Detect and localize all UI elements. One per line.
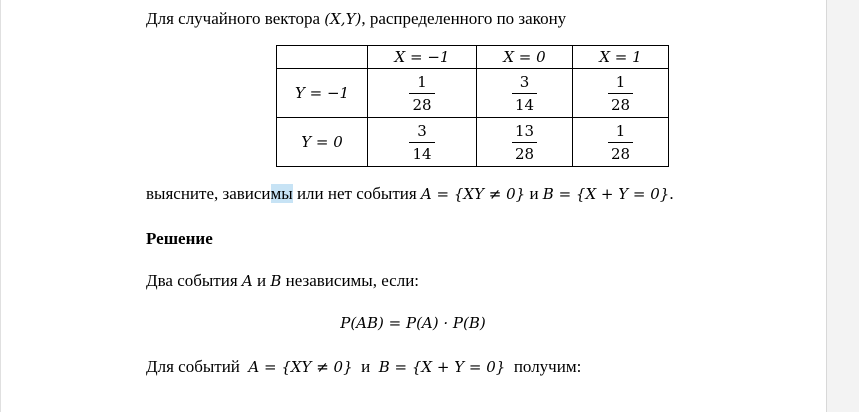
fraction-numerator: 3 <box>417 121 427 140</box>
col-header-x-0: X = 0 <box>477 46 573 69</box>
row-header-y-minus-1: Y = −1 <box>277 69 368 118</box>
col-header-x-1: X = 1 <box>573 46 669 69</box>
fraction <box>512 122 537 163</box>
independence-and: и <box>252 271 271 290</box>
question-text-1: выясните, зависи <box>146 184 271 203</box>
events-and: и <box>352 357 379 376</box>
table-cell <box>477 118 573 167</box>
col-header-x-minus-1: X = −1 <box>368 46 477 69</box>
fraction <box>608 73 633 114</box>
fraction-denominator: 28 <box>409 93 434 114</box>
fraction <box>512 73 537 114</box>
fraction-denominator: 28 <box>512 142 537 163</box>
vector-notation: (X,Y) <box>324 10 362 28</box>
table-row <box>277 69 669 118</box>
distribution-table <box>276 45 669 167</box>
table-cell <box>368 69 477 118</box>
fraction-numerator: 3 <box>519 72 530 91</box>
table-cell <box>477 69 573 118</box>
table-corner-cell <box>277 46 368 69</box>
event-a-symbol: A <box>241 272 253 290</box>
table-cell <box>573 69 669 118</box>
solution-heading: Решение <box>146 229 213 248</box>
question-end: . <box>669 184 674 203</box>
intro-tail: , распределенного по закону <box>361 9 567 28</box>
event-a-definition: A = {XY ≠ 0} <box>420 185 526 203</box>
event-a-definition: A = {XY ≠ 0} <box>248 358 353 376</box>
question-line <box>146 184 674 204</box>
fraction <box>409 73 434 114</box>
table-row <box>277 118 669 167</box>
page-right-margin <box>826 0 859 412</box>
fraction <box>409 122 434 163</box>
page-left-edge <box>0 0 1 412</box>
fraction-numerator: 1 <box>615 121 626 140</box>
table-header-row <box>277 46 669 69</box>
event-b-definition: B = {X + Y = 0} <box>542 185 670 203</box>
events-line <box>146 357 581 377</box>
fraction-denominator: 28 <box>608 93 633 114</box>
table-cell <box>573 118 669 167</box>
independence-text-2: независимы, если: <box>281 271 420 290</box>
intro-line <box>146 9 566 29</box>
fraction-denominator: 28 <box>608 142 633 163</box>
fraction-denominator: 14 <box>409 142 434 163</box>
events-text-1: Для событий <box>146 357 249 376</box>
events-text-2: получим: <box>505 357 582 376</box>
independence-text-1: Два события <box>146 271 242 290</box>
fraction <box>608 122 633 163</box>
event-b-definition: B = {X + Y = 0} <box>378 358 506 376</box>
fraction-numerator: 13 <box>514 121 535 140</box>
independence-line <box>146 271 419 291</box>
table-cell <box>368 118 477 167</box>
intro-text: Для случайного вектора <box>146 9 325 28</box>
question-and: и <box>525 184 543 203</box>
event-b-symbol: B <box>270 272 282 290</box>
row-header-y-0: Y = 0 <box>277 118 368 167</box>
fraction-numerator: 1 <box>615 72 626 91</box>
independence-formula: P(AB) = P(A) · P(B) <box>340 314 486 332</box>
fraction-denominator: 14 <box>512 93 537 114</box>
fraction-numerator: 1 <box>417 72 427 91</box>
question-text-2: или нет события <box>292 184 421 203</box>
text-selection-highlight: мы <box>270 184 293 203</box>
